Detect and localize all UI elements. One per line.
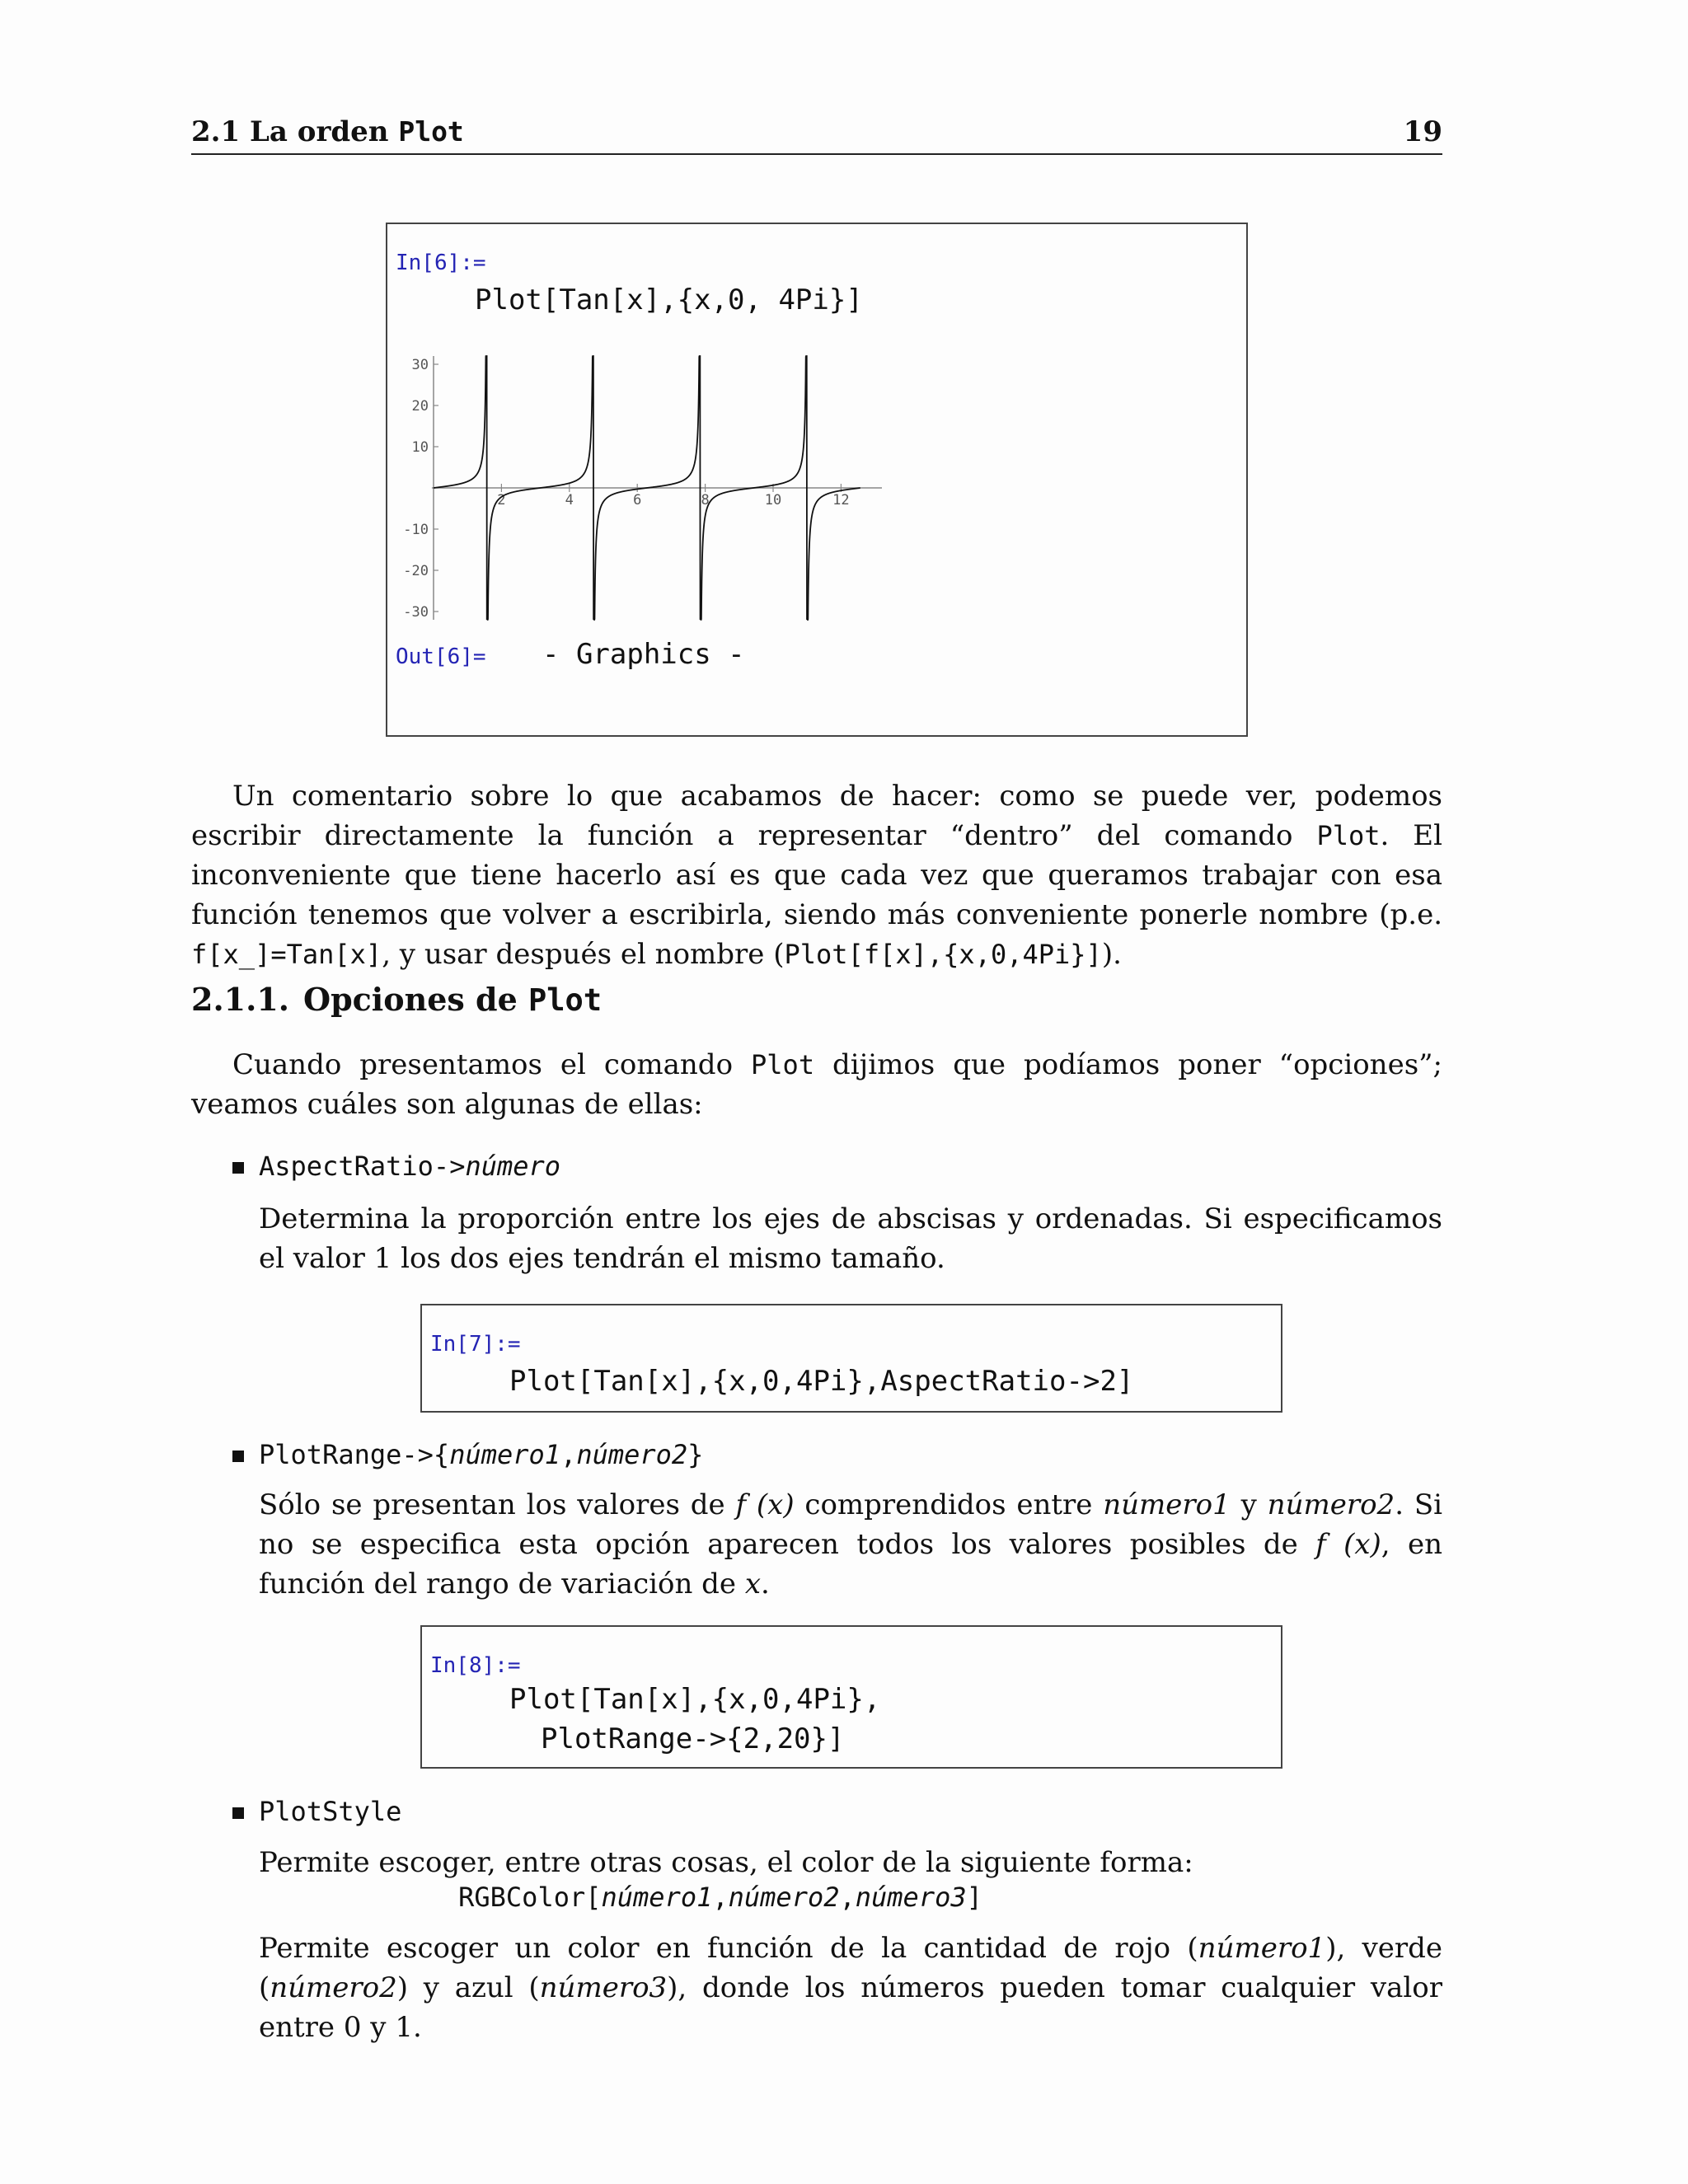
plot-ticks [403, 357, 849, 621]
option-code: AspectRatio-> [259, 1151, 466, 1182]
input-code-line-1: Plot[Tan[x],{x,0,4Pi}, [509, 1683, 881, 1716]
text: , y usar después el nombre ( [382, 938, 785, 971]
x-tick-label: 8 [701, 492, 710, 509]
math: f (x) [1315, 1528, 1381, 1561]
header-rule [191, 153, 1442, 155]
y-tick-label: -20 [403, 563, 429, 579]
text: , en función del rango de variación de [259, 1528, 1442, 1601]
emph: número3 [539, 1971, 668, 2004]
notebook-cell-6 [386, 223, 1248, 737]
input-label: In[6]:= [396, 251, 486, 275]
text: ), verde ( [259, 1932, 1442, 2004]
section-title-code: Plot [528, 982, 603, 1018]
code: , [712, 1882, 729, 1913]
x-tick-label: 2 [497, 492, 506, 509]
code: , [839, 1882, 856, 1913]
text: . Si no se especifica esta opción aparecen todos los valores posibles de [259, 1488, 1442, 1561]
text: Sólo se presentan los valores de [259, 1488, 736, 1521]
option-arg: número1 [449, 1439, 561, 1470]
arg: número3 [855, 1882, 967, 1913]
option-plotstyle-desc: Permite escoger, entre otras cosas, el color de la siguiente forma: [259, 1846, 1193, 1879]
option-arg: número2 [576, 1439, 688, 1470]
option-plotrange [259, 1439, 703, 1470]
section-number: 2.1.1. [191, 981, 290, 1018]
text: comprendidos entre [794, 1488, 1104, 1521]
comment-paragraph [191, 776, 1442, 974]
option-plotstyle-detail [259, 1929, 1442, 2047]
input-label: In[7]:= [430, 1332, 521, 1357]
options-intro-paragraph [191, 1045, 1442, 1124]
emph: número1 [1103, 1488, 1231, 1521]
bullet-icon [232, 1807, 244, 1819]
page-number: 19 [1403, 115, 1442, 148]
text: ). [1101, 938, 1122, 971]
emph: número2 [1267, 1488, 1395, 1521]
x-tick-label: 10 [764, 492, 782, 509]
y-tick-label: 20 [411, 398, 429, 415]
text: y [1230, 1488, 1268, 1521]
option-plotrange-desc [259, 1485, 1442, 1604]
code: ] [966, 1882, 982, 1913]
output-value: - Graphics - [542, 638, 745, 671]
input-code-line-2: PlotRange->{2,20}] [541, 1722, 845, 1755]
bullet-icon [232, 1162, 244, 1174]
header-section-code: Plot [398, 115, 464, 148]
x-tick-label: 4 [565, 492, 574, 509]
code: RGBColor[ [458, 1882, 602, 1913]
inline-code: Plot [751, 1049, 815, 1080]
inline-code: Plot[f[x],{x,0,4Pi}] [784, 939, 1102, 970]
text: . [761, 1568, 770, 1601]
emph: número1 [1198, 1932, 1326, 1965]
math: x [744, 1568, 762, 1601]
x-tick-label: 12 [832, 492, 850, 509]
y-tick-label: -30 [403, 604, 429, 621]
math: f (x) [735, 1488, 795, 1521]
bullet-icon [232, 1451, 244, 1462]
rgbcolor-formula [0, 1882, 1688, 1913]
text: ) y azul ( [396, 1971, 540, 2004]
input-code: Plot[Tan[x],{x,0,4Pi},AspectRatio->2] [509, 1365, 1134, 1398]
header-section-text: 2.1 La orden [191, 115, 399, 148]
input-label: In[8]:= [430, 1653, 521, 1678]
y-tick-label: 10 [411, 439, 429, 456]
option-arg: número [465, 1151, 561, 1182]
plot-axes [432, 356, 882, 620]
input-code: Plot[Tan[x],{x,0, 4Pi}] [475, 284, 863, 316]
notebook-cell-7 [420, 1304, 1282, 1413]
option-code: } [687, 1439, 704, 1470]
output-label: Out[6]= [396, 644, 486, 669]
option-code: , [560, 1439, 577, 1470]
arg: número2 [728, 1882, 840, 1913]
option-aspectratio-desc: Determina la proporción entre los ejes de abscisas y ordenadas. Si especificamos el valor 1 los dos ejes tendrán el mismo tamaño. [259, 1202, 1442, 1275]
option-plotstyle: PlotStyle [259, 1796, 402, 1827]
text: dijimos que podíamos poner “opciones”; veamos cuáles son algunas de ellas: [191, 1048, 1442, 1121]
y-tick-label: 30 [411, 357, 429, 373]
y-tick-label: -10 [403, 522, 429, 538]
text: Cuando presentamos el comando [232, 1048, 752, 1081]
inline-code: Plot [1316, 820, 1381, 851]
emph: número2 [270, 1971, 397, 2004]
option-code: PlotRange->{ [259, 1439, 450, 1470]
text: Un comentario sobre lo que acabamos de hacer: como se puede ver, podemos escribir directamente la función a representar “dentro” del comando [191, 780, 1442, 852]
notebook-cell-8 [420, 1625, 1282, 1769]
text: Permite escoger un color en función de la cantidad de rojo ( [259, 1932, 1198, 1965]
section-title-text: Opciones de [303, 981, 528, 1018]
text: . El inconveniente que tiene hacerlo así es que cada vez que queramos trabajar con esa función tenemos que volver a escribirla, siendo más conveniente ponerle nombre (p.e. [191, 819, 1442, 931]
section-heading [191, 981, 602, 1018]
option-aspectratio [259, 1151, 560, 1182]
x-tick-label: 6 [633, 492, 642, 509]
tan-plot [387, 348, 882, 628]
arg: número1 [601, 1882, 713, 1913]
text: ), donde los números pueden tomar cualquier valor entre 0 y 1. [259, 1971, 1442, 2044]
inline-code: f[x_]=Tan[x] [191, 939, 382, 970]
running-header-title [191, 115, 464, 148]
